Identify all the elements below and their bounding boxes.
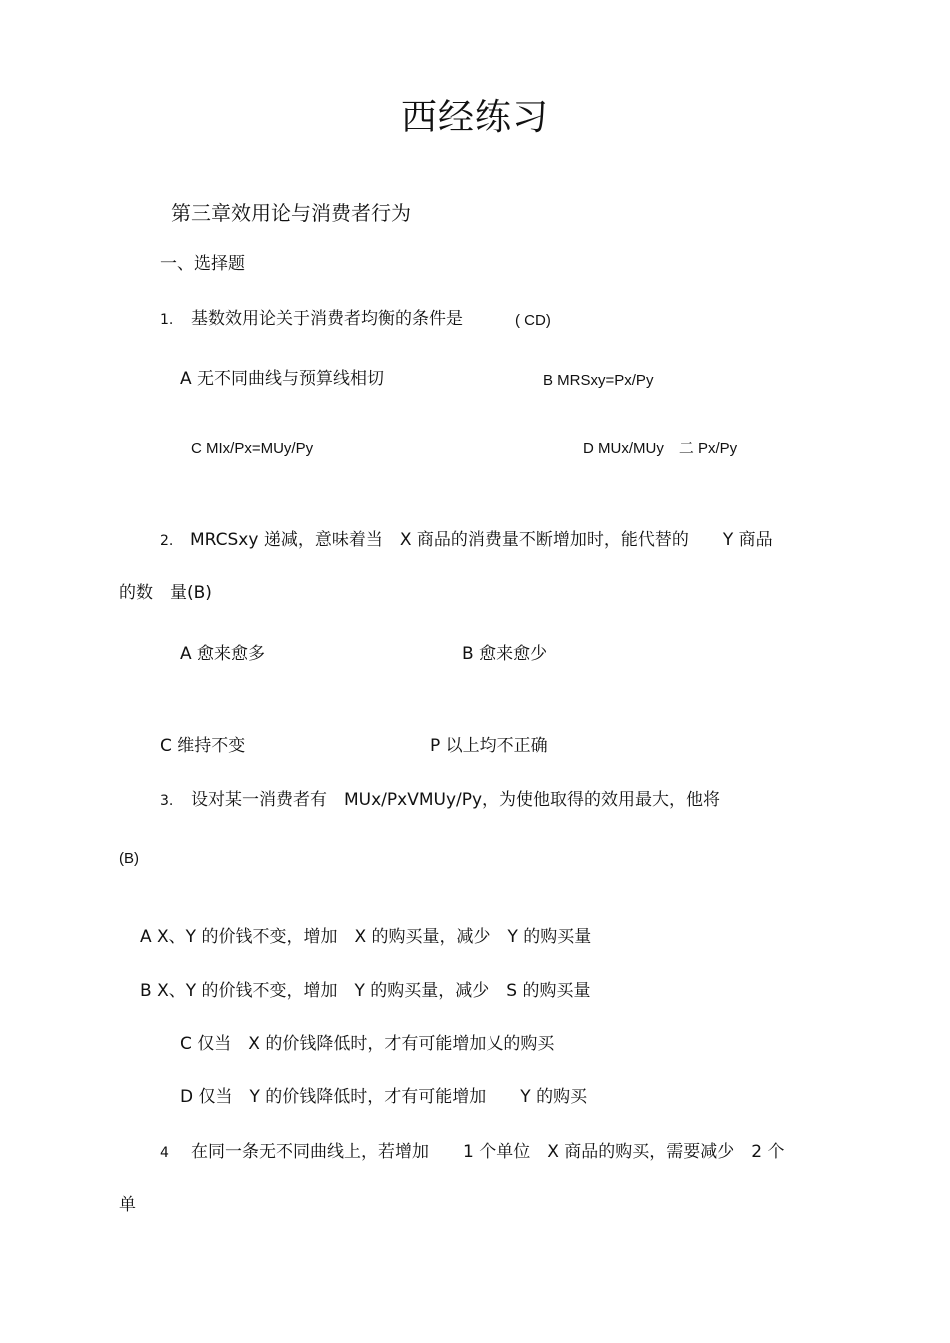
section-heading: 一、选择题 <box>160 254 245 274</box>
question-1-option-a: A 无不同曲线与预算线相切 <box>180 369 385 389</box>
question-1-stem: 基数效用论关于消费者均衡的条件是 <box>191 309 463 329</box>
chapter-heading: 第三章效用论与消费者行为 <box>171 201 411 225</box>
question-3-option-c: C 仅当 X 的价钱降低时，才有可能增加乂的购买 <box>180 1034 555 1054</box>
question-4-stem-line-2: 单 <box>119 1195 136 1215</box>
question-3-number: 3. <box>160 793 174 809</box>
document-title: 西经练习 <box>400 97 549 138</box>
question-3-stem-line-1: 设对某一消费者有 MUx/PxVMUy/Py，为使他取得的效用最大，他将 <box>191 790 721 810</box>
question-2-option-b: B 愈来愈少 <box>462 644 548 664</box>
question-3-option-d: D 仅当 Y 的价钱降低时，才有可能增加 Y 的购买 <box>180 1087 588 1107</box>
question-1-number: 1. <box>160 312 174 328</box>
question-2-option-c: C 维持不变 <box>160 736 246 756</box>
question-3-option-a: A X、Y 的价钱不变，增加 X 的购买量，减少 Y 的购买量 <box>140 927 592 947</box>
question-1-option-d: D MUx/MUy 二 Px/Py <box>583 440 738 457</box>
question-4-number: 4 <box>160 1145 169 1161</box>
question-2-stem-line-1: MRCSxy 递减，意味着当 X 商品的消费量不断增加时，能代替的 Y 商品 <box>190 530 773 550</box>
question-4-stem-line-1: 在同一条无不同曲线上，若增加 1 个单位 X 商品的购买，需要减少 2 个 <box>191 1142 785 1162</box>
question-3-option-b: B X、Y 的价钱不变，增加 Y 的购买量，减少 S 的购买量 <box>140 981 591 1001</box>
question-2-stem-line-2: 的数 量(B) <box>119 583 212 603</box>
question-1-option-c: C MIx/Px=MUy/Py <box>191 440 314 457</box>
question-2-option-a: A 愈来愈多 <box>180 644 266 664</box>
question-1-option-b: B MRSxy=Px/Py <box>543 372 654 389</box>
question-3-stem-line-2: (B) <box>119 850 139 867</box>
question-1-answer: ( CD) <box>515 312 551 329</box>
question-2-number: 2. <box>160 533 174 549</box>
question-2-option-d: P 以上均不正确 <box>430 736 548 756</box>
